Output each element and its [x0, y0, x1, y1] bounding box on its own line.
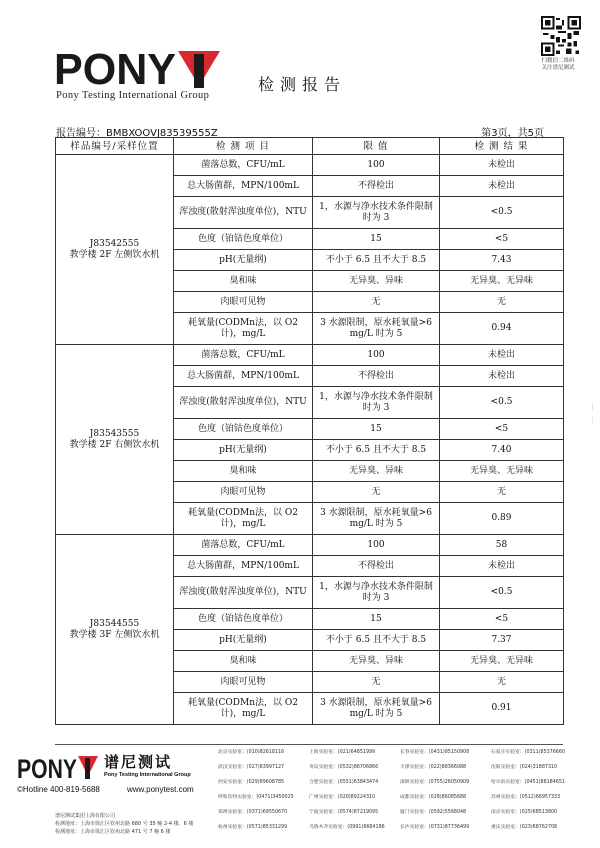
- sample-location: 教学楼 3F 左侧饮水机: [69, 629, 160, 640]
- result-cell: 无异臭、无异味: [440, 651, 564, 672]
- result-cell: <5: [440, 229, 564, 250]
- lab-entry: 宁波实验室：(0574)87219095: [309, 810, 379, 815]
- result-cell: 7.43: [440, 250, 564, 271]
- lab-entry: 天津实验室：(022)88366088: [400, 765, 467, 770]
- lab-entry: 哈尔滨实验室：(0451)88184651: [491, 780, 565, 785]
- result-cell: 未检出: [440, 155, 564, 176]
- lab-entry: 武汉实验室：(027)83997127: [218, 765, 285, 770]
- limit-cell: 无: [313, 292, 440, 313]
- lab-entry: 长春实验室：(0431)85150908: [400, 750, 470, 755]
- result-cell: 0.89: [440, 503, 564, 535]
- test-item-cell: 色度（铂钴色度单位）: [174, 229, 313, 250]
- website-link[interactable]: www.ponytest.com: [127, 785, 194, 794]
- result-cell: 未检出: [440, 345, 564, 366]
- sample-id: J83542555: [89, 238, 140, 249]
- lab-entry: 北京实验室：(010)82618116: [218, 750, 285, 755]
- limit-cell: 不小于 6.5 且不大于 8.5: [313, 630, 440, 651]
- lab-entry: 厦门实验室：(0592)5568048: [400, 810, 467, 815]
- test-item-cell: 浑浊度(散射浑浊度单位)，NTU: [174, 577, 313, 609]
- footer-brand-cn: 谱尼测试: [104, 753, 173, 771]
- lab-entry: 合肥实验室：(0551)63843474: [309, 780, 379, 785]
- test-item-cell: 肉眼可见物: [174, 292, 313, 313]
- footer-pony-logo: [17, 754, 99, 780]
- header-sample: 样品编号/采样位置: [56, 138, 174, 155]
- page-title: 检测报告: [258, 75, 347, 94]
- lab-directory: [218, 748, 592, 838]
- certificate-block: [55, 812, 193, 836]
- limit-cell: 无: [313, 672, 440, 693]
- test-item-cell: 肉眼可见物: [174, 482, 313, 503]
- table-row: [56, 535, 564, 556]
- limit-cell: 100: [313, 345, 440, 366]
- lab-entry: 广州实验室：(020)89224310: [309, 795, 376, 800]
- sample-location: 教学楼 2F 右侧饮水机: [69, 439, 160, 450]
- result-cell: 未检出: [440, 556, 564, 577]
- result-cell: <0.5: [440, 387, 564, 419]
- lab-entry: 青岛实验室：(0532)88706866: [309, 765, 379, 770]
- sample-cell: [56, 155, 174, 345]
- pony-logo: [54, 46, 222, 90]
- limit-cell: 15: [313, 609, 440, 630]
- limit-cell: 3 水源限制，原水耗氧量>6 mg/L 时为 5: [313, 503, 440, 535]
- result-cell: 无: [440, 292, 564, 313]
- test-item-cell: 耗氧量(CODMn法，以 O2 计)，mg/L: [174, 313, 313, 345]
- hotline: ©Hotline 400-819-5688: [17, 785, 100, 794]
- table-row: [56, 345, 564, 366]
- result-cell: 未检出: [440, 366, 564, 387]
- logo-subtitle: Pony Testing International Group: [56, 90, 210, 101]
- table-header-row: [56, 138, 564, 155]
- page-number: 第3页，共5页: [481, 128, 544, 139]
- limit-cell: 3 水源限制，原水耗氧量>6 mg/L 时为 5: [313, 313, 440, 345]
- result-cell: 58: [440, 535, 564, 556]
- results-table: [55, 137, 564, 725]
- lab-entry: 苏州实验室：(0512)66957333: [491, 795, 561, 800]
- footer-divider: [55, 744, 563, 745]
- limit-cell: 100: [313, 155, 440, 176]
- lab-entry: 呼和浩特实验室：(0471)3450025: [218, 795, 294, 800]
- cert-title: 谱尼测试集团上海有限公司: [55, 813, 116, 819]
- lab-entry: 郑州实验室：(0371)69550670: [218, 810, 288, 815]
- result-cell: 无: [440, 672, 564, 693]
- limit-cell: 无异臭、异味: [313, 271, 440, 292]
- result-cell: <0.5: [440, 577, 564, 609]
- cert-line: 检测地址：上海市徐汇区钦州北路 471 号 7 幢 6 楼: [55, 829, 171, 835]
- seal-fragment: ︱ ︱: [588, 403, 598, 426]
- limit-cell: 3 水源限制，原水耗氧量>6 mg/L 时为 5: [313, 693, 440, 725]
- svg-text:PONY: PONY: [17, 754, 77, 780]
- lab-entry: 上海实验室：(021)64851999: [309, 750, 376, 755]
- test-item-cell: 浑浊度(散射浑浊度单位)，NTU: [174, 387, 313, 419]
- test-item-cell: 肉眼可见物: [174, 672, 313, 693]
- sample-id: J83543555: [89, 428, 140, 439]
- result-cell: 无: [440, 482, 564, 503]
- test-item-cell: 总大肠菌群，MPN/100mL: [174, 556, 313, 577]
- cert-line: 检测地址：上海市徐汇区钦州北路 680 号 35 幢 2-4 楼、6 楼: [55, 821, 194, 827]
- lab-entry: 重庆实验室：(023)68762708: [491, 825, 558, 830]
- result-cell: 7.40: [440, 440, 564, 461]
- limit-cell: 不得检出: [313, 176, 440, 197]
- test-item-cell: 臭和味: [174, 271, 313, 292]
- limit-cell: 不得检出: [313, 366, 440, 387]
- header-limit: 限 值: [313, 138, 440, 155]
- limit-cell: 1，水源与净水技术条件限制时为 3: [313, 577, 440, 609]
- limit-cell: 1，水源与净水技术条件限制时为 3: [313, 197, 440, 229]
- limit-cell: 无: [313, 482, 440, 503]
- lab-entry: 乌鲁木齐实验室：(0991)6684186: [309, 825, 385, 830]
- limit-cell: 无异臭、异味: [313, 461, 440, 482]
- test-item-cell: 菌落总数，CFU/mL: [174, 155, 313, 176]
- result-cell: <0.5: [440, 197, 564, 229]
- test-item-cell: 菌落总数，CFU/mL: [174, 345, 313, 366]
- limit-cell: 不小于 6.5 且不大于 8.5: [313, 250, 440, 271]
- test-item-cell: pH(无量纲): [174, 250, 313, 271]
- limit-cell: 不小于 6.5 且不大于 8.5: [313, 440, 440, 461]
- sample-cell: [56, 535, 174, 725]
- lab-entry: 沈阳实验室：(024)31887310: [491, 765, 558, 770]
- table-row: [56, 155, 564, 176]
- svg-text:PONY: PONY: [54, 46, 176, 90]
- test-item-cell: 耗氧量(CODMn法，以 O2 计)，mg/L: [174, 503, 313, 535]
- lab-entry: 杭州实验室：(0571)85331299: [218, 825, 288, 830]
- limit-cell: 100: [313, 535, 440, 556]
- result-cell: <5: [440, 419, 564, 440]
- lab-entry: 南京实验室：(025)68513800: [491, 810, 558, 815]
- qr-caption: 扫微信二维码 关注谱尼测试: [541, 58, 575, 71]
- limit-cell: 不得检出: [313, 556, 440, 577]
- qr-code-icon: [541, 16, 581, 56]
- limit-cell: 15: [313, 419, 440, 440]
- test-item-cell: 浑浊度(散射浑浊度单位)，NTU: [174, 197, 313, 229]
- result-cell: 未检出: [440, 176, 564, 197]
- header-result: 检 测 结 果: [440, 138, 564, 155]
- result-cell: 7.37: [440, 630, 564, 651]
- lab-entry: 深圳实验室：(0755)26050909: [400, 780, 470, 785]
- test-item-cell: 耗氧量(CODMn法，以 O2 计)，mg/L: [174, 693, 313, 725]
- lab-entry: 西安实验室：(029)89608785: [218, 780, 285, 785]
- lab-entry: 成都实验室：(028)86085688: [400, 795, 467, 800]
- report-number: 报告编号：BMBXOOVJ83539555Z: [56, 128, 218, 139]
- test-item-cell: 菌落总数，CFU/mL: [174, 535, 313, 556]
- phone-icon: ©: [17, 785, 23, 794]
- result-cell: 0.94: [440, 313, 564, 345]
- test-item-cell: 臭和味: [174, 651, 313, 672]
- lab-entry: 长沙实验室：(0731)87736499: [400, 825, 470, 830]
- result-cell: 0.91: [440, 693, 564, 725]
- header-item: 检 测 项 目: [174, 138, 313, 155]
- result-cell: 无异臭、无异味: [440, 271, 564, 292]
- limit-cell: 1，水源与净水技术条件限制时为 3: [313, 387, 440, 419]
- sample-id: J83544555: [89, 618, 140, 629]
- test-item-cell: 色度（铂钴色度单位）: [174, 609, 313, 630]
- test-item-cell: 总大肠菌群，MPN/100mL: [174, 176, 313, 197]
- result-cell: <5: [440, 609, 564, 630]
- test-item-cell: 色度（铂钴色度单位）: [174, 419, 313, 440]
- sample-cell: [56, 345, 174, 535]
- lab-entry: 石家庄实验室：(0311)85376660: [491, 750, 565, 755]
- limit-cell: 15: [313, 229, 440, 250]
- test-item-cell: pH(无量纲): [174, 630, 313, 651]
- result-cell: 无异臭、无异味: [440, 461, 564, 482]
- limit-cell: 无异臭、异味: [313, 651, 440, 672]
- footer-brand-en: Pony Testing International Group: [104, 772, 191, 778]
- test-item-cell: 总大肠菌群，MPN/100mL: [174, 366, 313, 387]
- test-item-cell: 臭和味: [174, 461, 313, 482]
- test-item-cell: pH(无量纲): [174, 440, 313, 461]
- sample-location: 教学楼 2F 左侧饮水机: [69, 249, 160, 260]
